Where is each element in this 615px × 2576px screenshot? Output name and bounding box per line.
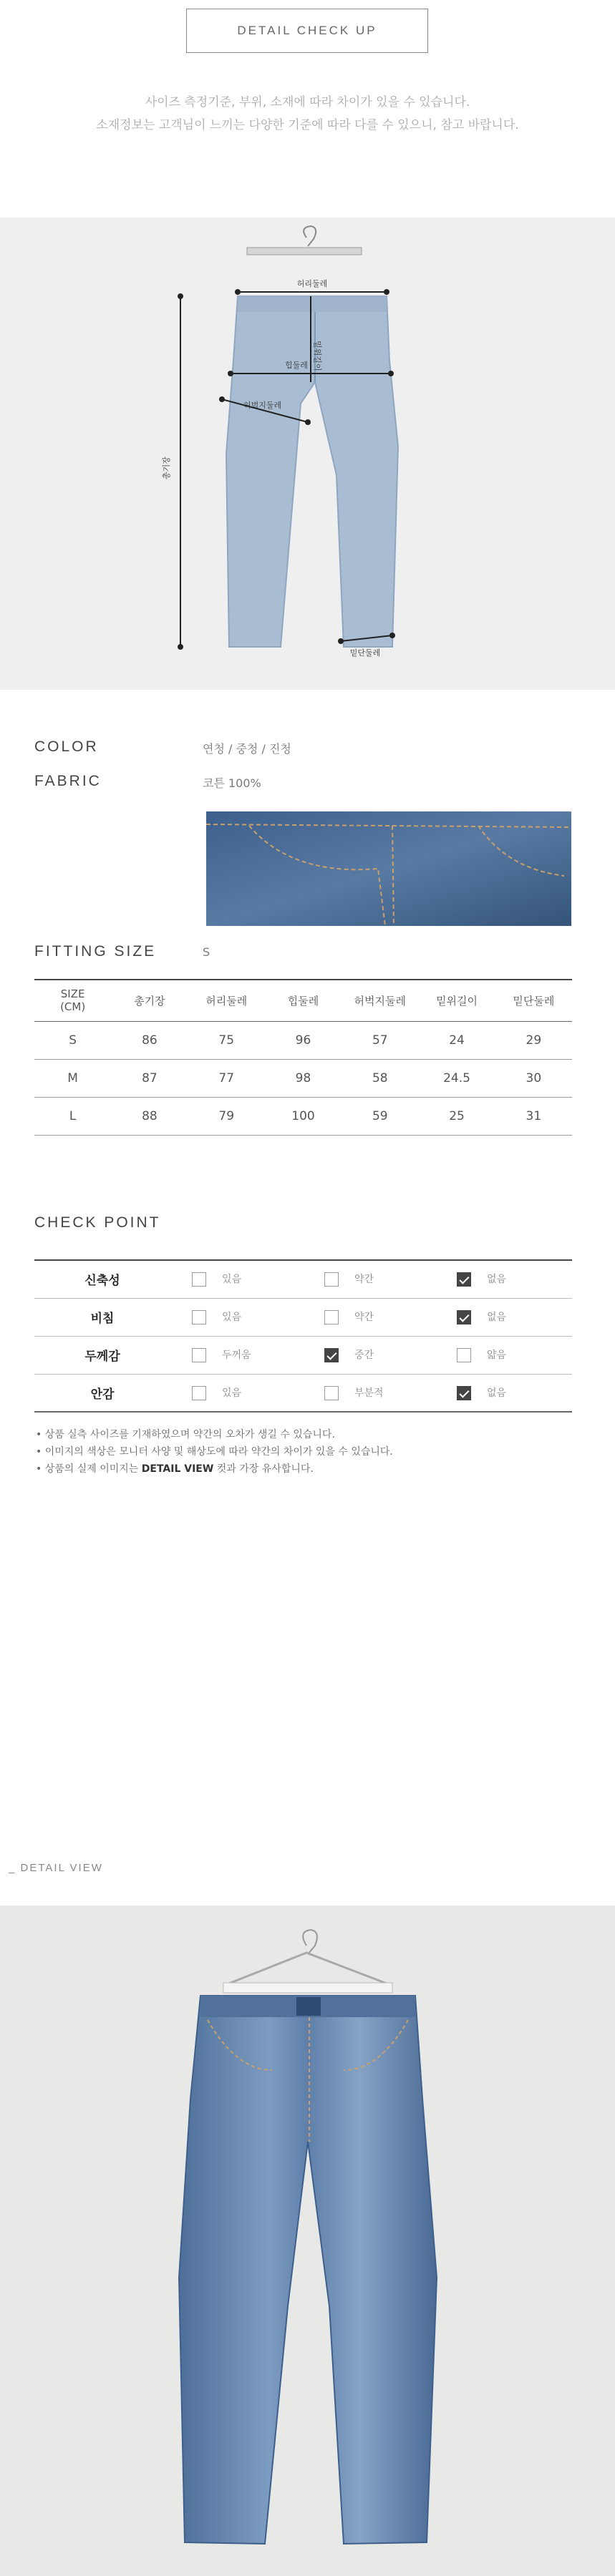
length-dot-bottom xyxy=(178,644,183,650)
size-header-cell: 밑단둘레 xyxy=(513,994,555,1008)
check-option-label: 있음 xyxy=(222,1274,242,1286)
waist-dot-right xyxy=(384,289,389,295)
check-option xyxy=(303,1374,435,1412)
unchecked-box-icon xyxy=(192,1272,206,1287)
size-table xyxy=(34,979,572,1136)
size-cell: 30 xyxy=(526,1070,542,1085)
check-row-name: 신축성 xyxy=(84,1274,120,1289)
size-cell: 75 xyxy=(218,1033,235,1048)
jeans-body-photo xyxy=(179,1996,437,2544)
denim-texture xyxy=(206,811,571,926)
check-option xyxy=(170,1374,303,1412)
check-row xyxy=(34,1260,572,1298)
unchecked-box-icon xyxy=(192,1348,206,1362)
check-option xyxy=(170,1298,303,1336)
size-table-header xyxy=(34,980,572,1021)
check-option xyxy=(303,1298,435,1336)
check-option xyxy=(435,1298,572,1336)
size-cell: 96 xyxy=(295,1033,311,1048)
check-row xyxy=(34,1374,572,1412)
check-row xyxy=(34,1336,572,1374)
color-value: 연청 / 중청 / 진청 xyxy=(203,742,291,756)
unchecked-box-icon xyxy=(457,1348,471,1362)
check-row xyxy=(34,1298,572,1336)
jeans-measure-illustration xyxy=(0,218,615,690)
size-cell: L xyxy=(69,1108,77,1123)
check-option xyxy=(435,1374,572,1412)
size-row xyxy=(34,1097,572,1135)
hem-label: 밑단둘레 xyxy=(349,648,381,658)
hanger-hook-photo xyxy=(303,1930,317,1954)
unchecked-box-icon xyxy=(324,1386,339,1400)
size-cell: 88 xyxy=(142,1108,158,1123)
length-dot-top xyxy=(178,293,183,299)
hip-dot-right xyxy=(388,371,394,376)
fabric-closeup-image xyxy=(206,811,571,926)
check-option xyxy=(170,1260,303,1298)
waist-label: 허리둘레 xyxy=(296,279,328,288)
size-cell: 87 xyxy=(142,1070,158,1085)
fabric-value: 코튼 100% xyxy=(203,776,261,790)
thigh-dot-right xyxy=(305,419,311,425)
check-point-title: CHECK POINT xyxy=(34,1214,161,1231)
size-cell: 29 xyxy=(526,1033,542,1048)
size-cell: 31 xyxy=(526,1108,542,1123)
note-line-3-post: 컷과 가장 유사합니다. xyxy=(213,1463,314,1475)
size-header-cell: SIZE (CM) xyxy=(60,987,86,1014)
check-option-label: 없음 xyxy=(487,1274,507,1286)
check-option xyxy=(303,1260,435,1298)
unchecked-box-icon xyxy=(192,1310,206,1324)
check-option-label: 약간 xyxy=(354,1274,374,1286)
size-header-cell: 힙둘레 xyxy=(287,994,319,1008)
size-header-cell: 허벅지둘레 xyxy=(354,994,406,1008)
check-option-label: 약간 xyxy=(354,1312,374,1323)
jeans-silhouette xyxy=(226,296,398,647)
check-option xyxy=(435,1260,572,1298)
jeans-photo xyxy=(0,1906,615,2576)
check-option-label: 있음 xyxy=(222,1387,242,1399)
check-option-label: 얇음 xyxy=(487,1350,507,1361)
size-cell: 57 xyxy=(372,1033,388,1048)
size-header-cell: 밑위길이 xyxy=(436,994,478,1008)
size-cell: 100 xyxy=(291,1108,315,1123)
check-option xyxy=(435,1336,572,1374)
total-length-label: 총기장 xyxy=(162,457,171,479)
size-cell: 98 xyxy=(295,1070,311,1085)
hanger-arm xyxy=(223,1953,392,1986)
note-line-3 xyxy=(36,1461,314,1475)
unchecked-box-icon xyxy=(324,1310,339,1324)
hip-label: 힙둘레 xyxy=(285,361,308,370)
size-cell: S xyxy=(69,1033,77,1048)
unchecked-box-icon xyxy=(192,1386,206,1400)
size-measurement-image xyxy=(0,218,615,690)
thigh-label: 허벅지둘레 xyxy=(243,401,282,410)
size-cell: 86 xyxy=(142,1033,158,1048)
size-header-cell: 허리둘레 xyxy=(205,994,248,1008)
waist-dot-left xyxy=(235,289,241,295)
fabric-label: FABRIC xyxy=(34,773,102,789)
hem-dot-right xyxy=(389,633,395,638)
check-option-label: 없음 xyxy=(487,1312,507,1323)
size-table-body xyxy=(34,1021,572,1135)
checked-box-icon xyxy=(457,1310,471,1324)
check-option-label: 부분적 xyxy=(354,1387,384,1399)
hip-dot-left xyxy=(228,371,233,376)
size-cell: 58 xyxy=(372,1070,388,1085)
checked-box-icon xyxy=(457,1386,471,1400)
check-option-label: 없음 xyxy=(487,1387,507,1399)
fitting-size-value: S xyxy=(203,945,210,959)
fitting-size-label: FITTING SIZE xyxy=(34,943,157,960)
size-cell: 77 xyxy=(218,1070,235,1085)
header-note-2: 소재정보는 고객님이 느끼는 다양한 기준에 따라 다를 수 있으니, 참고 바랍니다. xyxy=(96,118,519,132)
note-line-3-bold: DETAIL VIEW xyxy=(141,1463,214,1475)
size-header-cell: 총기장 xyxy=(134,994,165,1008)
brand-label xyxy=(296,1997,321,2016)
size-cell: 59 xyxy=(372,1108,388,1123)
detail-view-label: _ DETAIL VIEW xyxy=(9,1862,103,1874)
size-row xyxy=(34,1021,572,1059)
color-label: COLOR xyxy=(34,738,99,755)
size-cell: 24 xyxy=(449,1033,465,1048)
detail-check-up-title: DETAIL CHECK UP xyxy=(186,9,428,53)
check-row-name: 비침 xyxy=(90,1312,115,1326)
size-cell: M xyxy=(67,1070,78,1085)
check-point-table xyxy=(34,1259,572,1413)
note-line-1: • 상품 실측 사이즈를 기재하였으며 약간의 오차가 생길 수 있습니다. xyxy=(36,1429,335,1440)
check-row-name: 안감 xyxy=(90,1387,115,1402)
checked-box-icon xyxy=(457,1272,471,1287)
check-option xyxy=(303,1336,435,1374)
size-cell: 79 xyxy=(218,1108,235,1123)
thigh-dot-left xyxy=(219,396,225,402)
check-option xyxy=(170,1336,303,1374)
check-row-name: 두께감 xyxy=(84,1350,120,1364)
size-cell: 25 xyxy=(449,1108,465,1123)
check-option-label: 있음 xyxy=(222,1312,242,1323)
hanger-bar xyxy=(247,248,362,255)
hanger-bar-photo xyxy=(223,1983,392,1993)
size-cell: 24.5 xyxy=(443,1070,470,1085)
note-line-3-pre: • 상품의 실제 이미지는 xyxy=(36,1463,142,1475)
hem-dot-left xyxy=(338,638,344,644)
check-option-label: 두꺼움 xyxy=(222,1350,251,1361)
check-option-label: 중간 xyxy=(354,1350,374,1361)
denim-bg xyxy=(206,811,571,926)
hanger-hook xyxy=(304,226,316,246)
size-row xyxy=(34,1059,572,1097)
header-note-1: 사이즈 측정기준, 부위, 소재에 따라 차이가 있을 수 있습니다. xyxy=(145,95,470,109)
waistband xyxy=(238,296,387,312)
unchecked-box-icon xyxy=(324,1272,339,1287)
detail-view-image xyxy=(0,1906,615,2576)
checked-box-icon xyxy=(324,1348,339,1362)
rise-label: 밑위길이 xyxy=(313,341,322,371)
note-line-2: • 이미지의 색상은 모니터 사양 및 해상도에 따라 약간의 차이가 있을 수 있습니다. xyxy=(36,1446,393,1458)
